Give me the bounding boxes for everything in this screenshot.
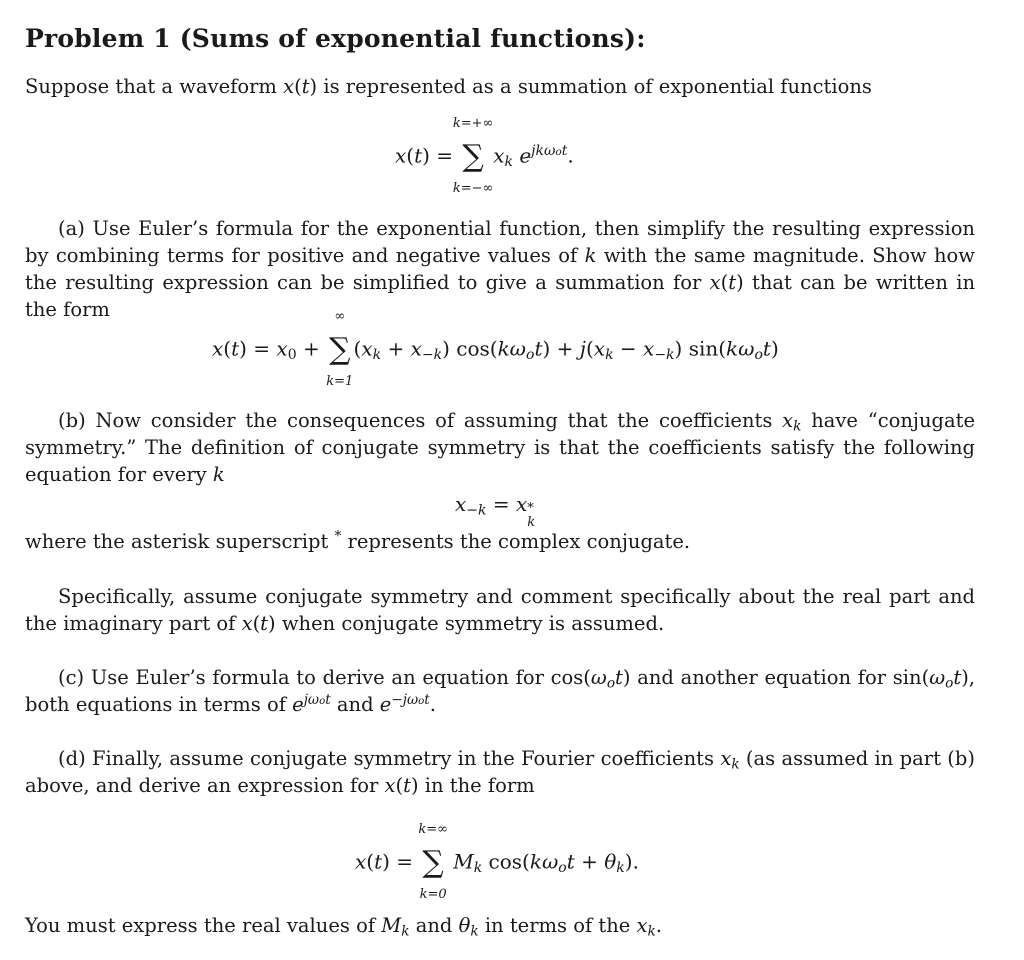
part-a-text-1: (a) Use Euler’s formula for the exponential function, then simplify the resulting expression by combining terms for positive and negative values of <box>25 217 975 267</box>
part-d-text-2: (as assumed in part (b) above, and derive an expression for <box>25 747 975 797</box>
intro-text-before: Suppose that a waveform <box>25 75 284 98</box>
eq1-content <box>395 116 574 196</box>
specifically-text-2: when conjugate symmetry is assumed. <box>275 612 665 635</box>
eq4-end: ). <box>624 849 639 874</box>
sigma-symbol: ∑ <box>422 845 444 880</box>
part-c-paragraph: (c) Use Euler’s formula to derive an equation for $\cos(\omega_ot)$ and another equation for $\sin(\omega_ot)$, both equations in terms of $e^{j\omega ot}$ and $e^{-j\omega ot}$. <box>25 666 975 716</box>
specifically-text-1: Specifically, assume conjugate symmetry and comment specifically about the real part and the imaginary part of <box>25 585 975 635</box>
part-d-paragraph: (d) Finally, assume conjugate symmetry in the Fourier coefficients $x_k$ (as assumed in part (b) above, and derive an expression for x(t) in the form <box>25 747 975 797</box>
part-c-and: and <box>330 693 380 716</box>
final-and: and <box>409 914 459 937</box>
eq1-t: t <box>414 143 423 168</box>
sigma-symbol: ∑ <box>329 332 351 367</box>
intro-paragraph <box>25 73 975 100</box>
where-paragraph <box>25 528 975 555</box>
eq4-content: x(t) = k=∞ ∑ k=0 $M_k$ $\cos(k\omega_ot + \theta_k)$. <box>355 822 639 902</box>
part-c-exp2: e <box>379 693 392 716</box>
eq1-paren-close: ) = <box>422 143 454 168</box>
part-b-k: k <box>212 463 225 486</box>
part-c-end: . <box>429 693 436 716</box>
eq2-sum-upper-limit: ∞ <box>334 309 346 324</box>
eq1-exp-base: e <box>519 143 532 168</box>
eq1-term-sub: k <box>504 154 513 170</box>
eq4-M: M <box>453 849 474 874</box>
where-text-before: where the asterisk superscript <box>25 530 335 553</box>
final-x: x <box>636 914 648 937</box>
eq1-sum-operator <box>452 116 494 196</box>
part-b-xk-sub: k <box>793 418 802 435</box>
part-a-xt: x <box>709 271 721 294</box>
xt-symbol: x <box>283 75 295 98</box>
part-d-text-1: (d) Finally, assume conjugate symmetry in the Fourier coefficients <box>58 747 721 770</box>
part-c-text-1: (c) Use Euler’s formula to derive an equation for cos( <box>58 666 591 689</box>
eq1-term-x: x <box>493 143 505 168</box>
eq2-sum-lower-limit: k=1 <box>326 374 354 389</box>
part-c-exp1: e <box>292 693 304 716</box>
part-b-paragraph <box>25 407 975 488</box>
eq4-sum-operator <box>418 822 448 902</box>
eq1-paren-open: ( <box>406 143 415 168</box>
intro-text-after: is represented as a summation of exponential functions <box>317 75 872 98</box>
eq3-content: $x_{-k} = x$ * k <box>455 492 536 530</box>
eq1-sum-upper-limit: k=+∞ <box>452 116 494 131</box>
part-d-text-3: in the form <box>418 774 535 797</box>
final-period: . <box>655 914 662 937</box>
t-symbol: t <box>301 75 310 98</box>
part-a-text-2: with the same magnitude. Show how the resulting expression can be simplified to give a summation for <box>25 244 975 294</box>
eq1-end: . <box>567 143 574 168</box>
final-text-1: You must express the real values of <box>25 914 382 937</box>
xt-paren-close: ) <box>309 75 318 98</box>
eq4-sum-upper-limit: k=∞ <box>418 822 448 837</box>
eq2-content: $x(t) = x_0$ + ∞ ∑ k=1 $(x_k + x_{-k}) \cos(k\omega_ot) + j(x_k - x_{-k})$ $\sin(k\omega_ot)$ <box>212 309 779 389</box>
final-theta: θ <box>458 914 471 937</box>
final-M: M <box>381 914 402 937</box>
part-b-text-2: have “conjugate symmetry.” The definition of conjugate symmetry is that the coefficients satisfy the following equation for every <box>25 409 976 486</box>
eq4-cos: cos( <box>482 849 530 874</box>
part-c-text-3: ), both equations in terms of <box>25 666 975 716</box>
eq1-sum-lower-limit: k=−∞ <box>452 181 494 196</box>
eq1-x: x <box>395 143 407 168</box>
problem-title: Problem 1 (Sums of exponential functions): <box>25 24 646 53</box>
part-a-paragraph: (a) Use Euler’s formula for the exponential function, then simplify the resulting expression by combining terms for positive and negative values of k with the same magnitude. Show how the resulting expression can be simplified to give a summation for x(t) that can be written in the form <box>25 217 975 321</box>
part-a-text-3: that can be written in the form <box>25 271 975 321</box>
part-b-text-1: (b) Now consider the consequences of assuming that the coefficients <box>58 409 783 432</box>
asterisk-symbol: * <box>334 528 342 545</box>
specifically-paragraph: Specifically, assume conjugate symmetry and comment specifically about the real part and the imaginary part of x(t) when conjugate symmetry is assumed. <box>25 585 975 635</box>
where-text-after: represents the complex conjugate. <box>341 530 691 553</box>
part-c-text-2: ) and another equation for sin( <box>622 666 930 689</box>
sigma-symbol: ∑ <box>462 139 484 174</box>
part-a-k: k <box>584 244 597 267</box>
eq4-sum-lower-limit: k=0 <box>419 887 447 902</box>
eq2-sum-operator <box>326 309 354 389</box>
final-paragraph: You must express the real values of $M_k$ and $\theta_k$ in terms of the $x_k$. <box>25 914 662 940</box>
xt-paren: ( <box>294 75 302 98</box>
part-b-xk: x <box>782 409 794 432</box>
final-text-2: in terms of the <box>478 914 637 937</box>
eq1-exp-sup: jkωot <box>531 142 568 159</box>
